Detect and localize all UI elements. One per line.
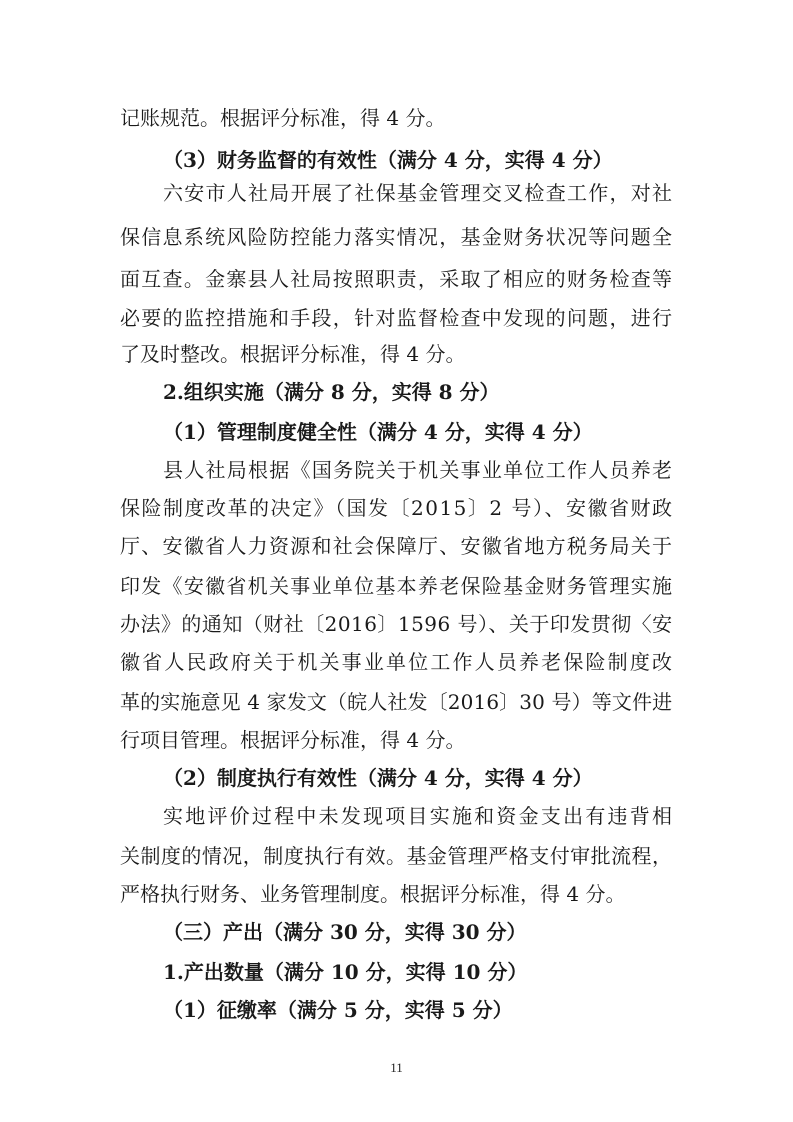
section-heading: 2.组织实施（满分 8 分，实得 8 分） — [163, 380, 500, 404]
section-heading: 1.产出数量（满分 10 分，实得 10 分） — [163, 960, 528, 984]
section-heading: （2）制度执行有效性（满分 4 分，实得 4 分） — [163, 766, 593, 790]
section-heading: （1）征缴率（满分 5 分，实得 5 分） — [163, 998, 513, 1022]
body-text-line: 办法》的通知（财社〔2016〕1596 号）、关于印发贯彻〈安 — [120, 612, 673, 636]
body-text-line: 徽省人民政府关于机关事业单位工作人员养老保险制度改 — [120, 650, 675, 674]
body-text-line: 关制度的情况，制度执行有效。基金管理严格支付审批流程， — [120, 844, 673, 868]
body-text-line: 厅、安徽省人力资源和社会保障厅、安徽省地方税务局关于 — [120, 534, 674, 558]
section-heading: （1）管理制度健全性（满分 4 分，实得 4 分） — [163, 420, 593, 444]
body-text-line: 县人社局根据《国务院关于机关事业单位工作人员养老 — [163, 458, 674, 482]
body-text-line: 革的实施意见 4 家发文（皖人社发〔2016〕30 号）等文件进 — [120, 690, 673, 714]
body-text-line: 保信息系统风险防控能力落实情况，基金财务状况等问题全 — [120, 225, 674, 249]
body-text-line: 行项目管理。根据评分标准，得 4 分。 — [120, 728, 466, 752]
page-number: 11 — [390, 1060, 403, 1075]
body-text-line: 必要的监控措施和手段，针对监督检查中发现的问题，进行 — [120, 306, 674, 330]
body-text-line: 保险制度改革的决定》（国发〔2015〕2 号）、安徽省财政 — [120, 496, 674, 520]
body-text-line: 实地评价过程中未发现项目实施和资金支出有违背相 — [163, 804, 675, 828]
body-text-line: 面互查。金寨县人社局按照职责，采取了相应的财务检查等 — [120, 267, 674, 291]
body-text-line: 严格执行财务、业务管理制度。根据评分标准，得 4 分。 — [120, 882, 626, 906]
section-heading: （三）产出（满分 30 分，实得 30 分） — [163, 920, 527, 944]
body-text-line: 印发《安徽省机关事业单位基本养老保险基金财务管理实施 — [120, 574, 674, 598]
body-text-line: 六安市人社局开展了社保基金管理交叉检查工作，对社 — [163, 181, 674, 205]
body-text-line: 记账规范。根据评分标准，得 4 分。 — [120, 106, 446, 130]
body-text-line: 了及时整改。根据评分标准，得 4 分。 — [120, 342, 466, 366]
section-heading: （3）财务监督的有效性（满分 4 分，实得 4 分） — [163, 148, 613, 172]
